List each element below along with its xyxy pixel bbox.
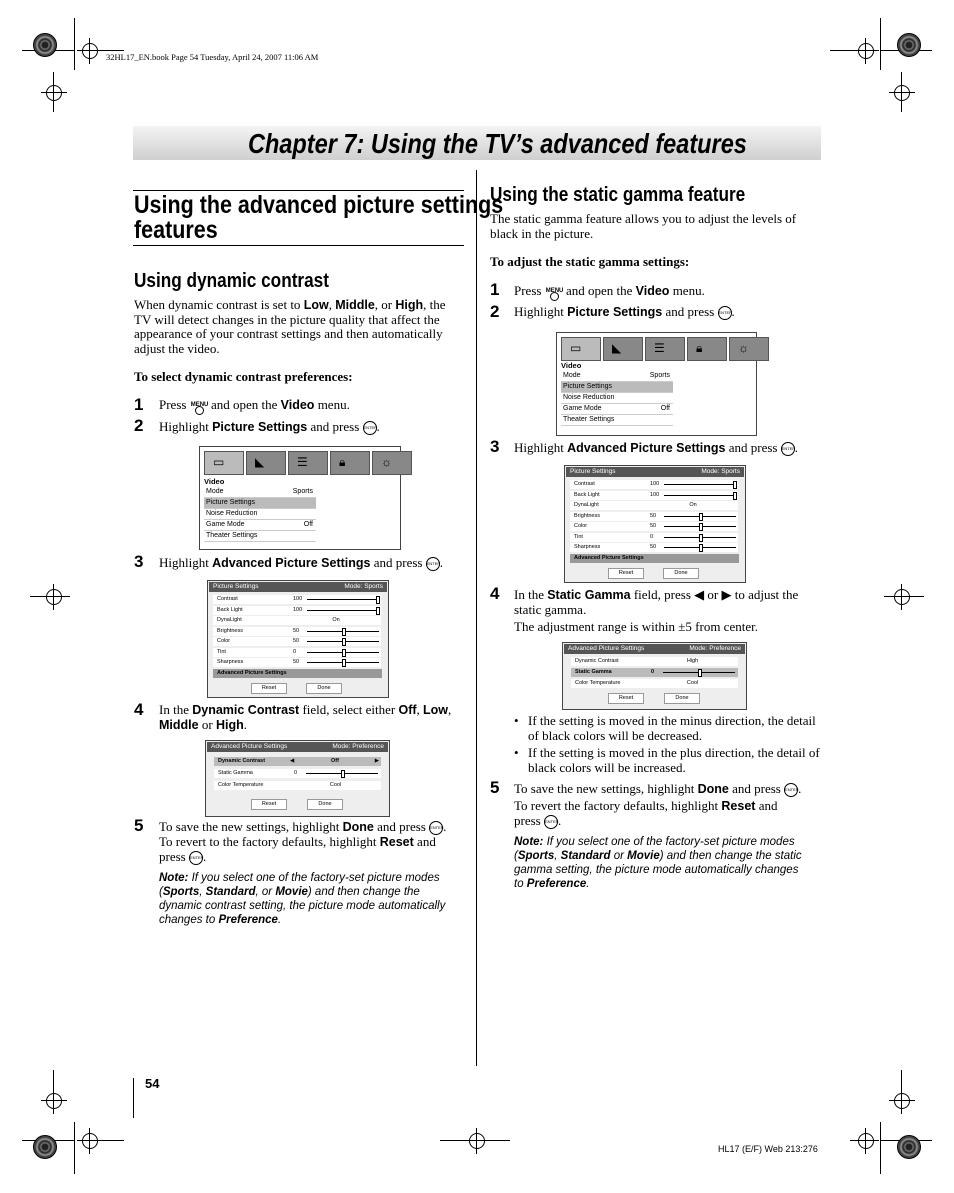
step-number: 2 [134, 416, 144, 435]
setting-value: 50 [293, 627, 300, 634]
color-bar-target-icon [33, 33, 57, 57]
sound-icon: ◣ [603, 337, 643, 361]
registration-mark-icon [858, 43, 874, 59]
setting-value: 50 [650, 544, 657, 550]
setting-label: DynaLight [570, 501, 650, 510]
slider-knob[interactable] [699, 544, 703, 552]
intro-paragraph: The static gamma feature allows you to adjust the levels of black in the picture. [490, 211, 797, 241]
note-left: Note: If you select one of the factory-set picture modes (Sports, Standard, or Movie) and then change the dynamic contrast setting, the picture mode automatically changes to Preference. [159, 872, 446, 926]
advanced-picture-settings-row[interactable]: Advanced Picture Settings [570, 554, 739, 563]
picture-icon: ☼ [729, 337, 769, 361]
done-button[interactable]: Done [663, 568, 699, 579]
menu-row[interactable]: Picture Settings [561, 382, 673, 393]
setting-value: On [689, 502, 697, 508]
registration-mark-icon [858, 1133, 874, 1149]
setting-value: 0 [650, 533, 654, 540]
registration-mark-icon [82, 1133, 98, 1149]
setting-row[interactable] [213, 616, 383, 625]
color-bar-target-icon [897, 1135, 921, 1159]
step-number: 1 [134, 395, 144, 414]
menu-row[interactable]: Mode Sports [561, 371, 673, 382]
setting-label: Tint [213, 648, 293, 657]
step-1-text: Press MENU and open the Video menu. [159, 398, 350, 413]
step-number: 1 [490, 280, 500, 299]
setting-value: 100 [293, 596, 303, 602]
enter-button-icon: ENTER [426, 557, 440, 571]
reset-button[interactable]: Reset [608, 693, 644, 704]
list-item: • If the setting is moved in the minus direction, the detail of black colors will be decreased. [514, 713, 816, 743]
enter-button-icon: ENTER [189, 851, 203, 865]
setting-value: 50 [650, 512, 657, 519]
left-arrow-icon[interactable]: ◀ [290, 758, 295, 764]
menu-row[interactable]: Theater Settings [204, 531, 316, 542]
setting-row[interactable] [570, 491, 740, 500]
step-number: 2 [490, 302, 500, 321]
setting-label: Contrast [570, 480, 650, 489]
setting-label: Color [213, 637, 293, 646]
reset-button[interactable]: Reset [251, 799, 287, 810]
slider-knob[interactable] [733, 481, 737, 489]
menu-button-icon: MENU [190, 399, 208, 413]
setup-icon: ☰ [645, 337, 685, 361]
setting-row[interactable] [213, 627, 383, 636]
menu-row[interactable]: Game Mode Off [204, 520, 316, 531]
step-number: 3 [490, 437, 500, 456]
slider-knob[interactable] [342, 659, 346, 667]
page-number: 54 [145, 1076, 160, 1091]
right-arrow-icon[interactable]: ▶ [374, 758, 379, 764]
setting-label: Contrast [213, 595, 293, 604]
setting-label: DynaLight [213, 616, 293, 625]
dynamic-contrast-row[interactable]: Dynamic Contrast High [571, 657, 738, 666]
setting-row[interactable] [213, 606, 383, 615]
setting-value: 0 [293, 648, 297, 655]
setting-row[interactable] [570, 512, 740, 521]
menu-row[interactable]: Noise Reduction [204, 509, 316, 520]
setting-label: Tint [570, 533, 650, 542]
footer-code: HL17 (E/F) Web 213:276 [718, 1144, 818, 1154]
right-arrow-icon: ▶ [721, 587, 732, 602]
slider-knob[interactable] [341, 770, 345, 778]
setup-icon: ☰ [288, 451, 328, 475]
color-temperature-row[interactable]: Color Temperature Cool [214, 781, 381, 790]
enter-button-icon: ENTER [781, 442, 795, 456]
setting-value: 50 [650, 523, 657, 529]
subsection-title-dynamic-contrast: Using dynamic contrast [134, 270, 329, 292]
step-number: 5 [490, 778, 500, 797]
registration-mark-icon [82, 43, 98, 59]
step-2-text: Highlight Picture Settings and press ENTER. [514, 304, 735, 319]
slider-knob[interactable] [376, 607, 380, 615]
setting-row[interactable] [213, 595, 383, 604]
advanced-picture-settings-screen: Advanced Picture Settings Mode: Preference Dynamic Contrast High Static Gamma 0 Color Temperature Cool Reset Done [562, 642, 747, 710]
enter-button-icon: ENTER [718, 306, 732, 320]
registration-mark-icon [469, 1133, 485, 1149]
setting-row[interactable] [570, 543, 740, 552]
list-item: • If the setting is moved in the plus direction, the detail of black colors will be increased. [514, 745, 820, 775]
setting-label: Brightness [213, 627, 293, 636]
tv-icon: ▭ [561, 337, 601, 361]
slider-knob[interactable] [699, 523, 703, 531]
picture-settings-screen: Picture Settings Mode: Sports Contrast 100 Back Light 100 DynaLight On Brightness 50 Color 50 Tint 0 Sharpness 50 Advanced Picture Settings Reset Done [564, 465, 746, 583]
color-temperature-row[interactable]: Color Temperature Cool [571, 679, 738, 688]
menu-row[interactable]: Mode Sports [204, 487, 316, 498]
step-number: 3 [134, 552, 144, 571]
enter-button-icon: ENTER [784, 783, 798, 797]
step-number: 4 [490, 584, 500, 603]
menu-row[interactable]: Theater Settings [561, 415, 673, 426]
setting-value: 100 [650, 481, 660, 487]
done-button[interactable]: Done [307, 799, 343, 810]
step-5-text: To save the new settings, highlight Done and press ENTER. To revert to the factory defaults, highlight Reset and press ENTER. [159, 819, 447, 864]
setting-row[interactable] [570, 533, 740, 542]
setting-label: Sharpness [213, 658, 293, 667]
procedure-heading: To select dynamic contrast preferences: [134, 369, 353, 384]
subsection-title-static-gamma: Using the static gamma feature [490, 184, 746, 206]
step-number: 4 [134, 700, 144, 719]
menu-row[interactable]: Noise Reduction [561, 393, 673, 404]
slider-knob[interactable] [698, 669, 702, 677]
print-header: 32HL17_EN.book Page 54 Tuesday, April 24, 2007 11:06 AM [106, 52, 319, 62]
setting-value: 50 [293, 638, 300, 644]
left-arrow-icon: ◀ [694, 587, 705, 602]
step-3-text: Highlight Advanced Picture Settings and press ENTER. [159, 555, 443, 570]
setting-label: Sharpness [570, 543, 650, 552]
done-button[interactable]: Done [306, 683, 342, 694]
done-button[interactable]: Done [664, 693, 700, 704]
registration-mark-icon [46, 1093, 62, 1109]
registration-mark-icon [46, 85, 62, 101]
registration-mark-icon [46, 589, 62, 605]
slider-track[interactable] [664, 484, 736, 485]
slider-knob[interactable] [699, 513, 703, 521]
enter-button-icon: ENTER [544, 815, 558, 829]
setting-row[interactable] [570, 501, 740, 510]
setting-row[interactable] [570, 480, 740, 489]
menu-button-icon: MENU [545, 285, 563, 299]
step-number: 5 [134, 816, 144, 835]
registration-mark-icon [894, 1093, 910, 1109]
color-bar-target-icon [897, 33, 921, 57]
menu-row[interactable]: Picture Settings [204, 498, 316, 509]
reset-button[interactable]: Reset [251, 683, 287, 694]
video-menu-screen [556, 332, 757, 436]
static-gamma-row[interactable]: Static Gamma 0 [214, 769, 381, 778]
step-3-text: Highlight Advanced Picture Settings and press ENTER. [514, 440, 798, 455]
section-title: Using the advanced picture settings features [134, 191, 504, 244]
note-right: Note: If you select one of the factory-set picture modes (Sports, Standard or Movie) and then change the static gamma setting, the picture mode automatically changes to Preference. [514, 836, 802, 890]
setting-row[interactable] [570, 522, 740, 531]
slider-track[interactable] [307, 610, 379, 611]
setting-label: Brightness [570, 512, 650, 521]
slider-knob[interactable] [342, 638, 346, 646]
intro-paragraph: When dynamic contrast is set to Low, Middle, or High, the TV will detect changes in the picture quality that affect the appearance of your contrast settings and then automatically adjust the video. [134, 297, 446, 356]
enter-button-icon: ENTER [363, 421, 377, 435]
chapter-title: Chapter 7: Using the TV’s advanced features [248, 128, 747, 159]
enter-button-icon: ENTER [429, 821, 443, 835]
advanced-picture-settings-row[interactable]: Advanced Picture Settings [213, 669, 382, 678]
lock-icon: 🔒︎ [330, 451, 370, 475]
step-5-text: To save the new settings, highlight Done and press ENTER. To revert the factory defaults, highlight Reset and press ENTER. [514, 781, 802, 828]
step-1-text: Press MENU and open the Video menu. [514, 284, 705, 299]
step-2-text: Highlight Picture Settings and press ENTER. [159, 419, 380, 434]
picture-settings-screen: Picture Settings Mode: Sports Contrast 100 Back Light 100 DynaLight On Brightness 50 Color 50 Tint 0 Sharpness 50 Advanced Picture Settings Reset Done [207, 580, 389, 698]
menu-row[interactable]: Game Mode Off [561, 404, 673, 415]
sound-icon: ◣ [246, 451, 286, 475]
slider-knob[interactable] [342, 628, 346, 636]
step-4-text: In the Dynamic Contrast field, select either Off, Low, Middle or High. [159, 702, 452, 732]
setting-value: 100 [293, 606, 303, 613]
menu-title: Video [204, 477, 225, 486]
setting-value: On [332, 617, 340, 623]
setting-label: Back Light [570, 491, 650, 500]
slider-track[interactable] [664, 495, 736, 496]
picture-icon: ☼ [372, 451, 412, 475]
tv-icon: ▭ [204, 451, 244, 475]
slider-knob[interactable] [376, 596, 380, 604]
slider-knob[interactable] [342, 649, 346, 657]
dynamic-contrast-row[interactable]: Dynamic Contrast ◀ Off ▶ [214, 757, 381, 766]
setting-label: Back Light [213, 606, 293, 615]
procedure-heading: To adjust the static gamma settings: [490, 254, 690, 269]
setting-row[interactable] [213, 648, 383, 657]
setting-row[interactable] [213, 658, 383, 667]
slider-knob[interactable] [733, 492, 737, 500]
setting-label: Color [570, 522, 650, 531]
video-menu-screen [199, 446, 401, 550]
setting-row[interactable] [213, 637, 383, 646]
color-bar-target-icon [33, 1135, 57, 1159]
step-4-text: In the Static Gamma field, press ◀ or ▶ to adjust the static gamma. The adjustment range is within ±5 from center. [514, 587, 799, 634]
advanced-picture-settings-screen: Advanced Picture Settings Mode: Preference Dynamic Contrast ◀ Off ▶ Static Gamma 0 Color Temperature Cool Reset Done [205, 740, 390, 817]
registration-mark-icon [894, 589, 910, 605]
setting-value: 100 [650, 491, 660, 498]
reset-button[interactable]: Reset [608, 568, 644, 579]
static-gamma-row[interactable]: Static Gamma 0 [571, 668, 738, 677]
lock-icon: 🔒︎ [687, 337, 727, 361]
setting-value: 50 [293, 659, 300, 665]
slider-track[interactable] [307, 599, 379, 600]
registration-mark-icon [894, 85, 910, 101]
menu-title: Video [561, 361, 582, 370]
slider-knob[interactable] [699, 534, 703, 542]
